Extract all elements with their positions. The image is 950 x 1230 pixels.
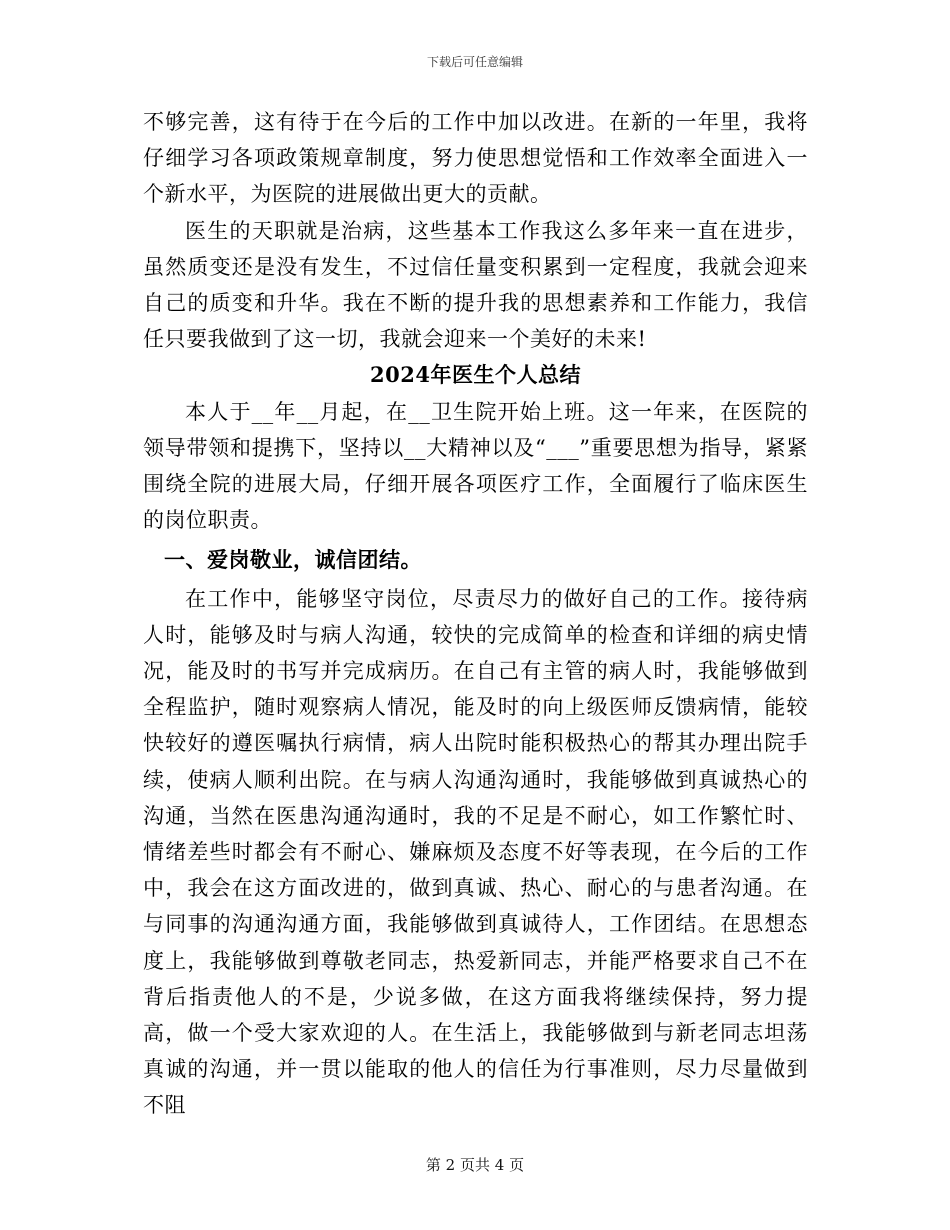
paragraph-doctor-duty: 医生的天职就是治病，这些基本工作我这么多年来一直在进步，虽然质变还是没有发生，不过信任量变积累到一定程度，我就会迎来自己的质变和升华。我在不断的提升我的思想素养和工作能力，我信任只要我做到了这一切，我就会迎来一个美好的未来!: [143, 218, 808, 352]
paragraph-continued: 不够完善，这有待于在今后的工作中加以改进。在新的一年里，我将仔细学习各项政策规章制度，努力使思想觉悟和工作效率全面进入一个新水平，为医院的进展做出更大的贡献。: [143, 110, 808, 207]
paragraph-work-details: 在工作中，能够坚守岗位，尽责尽力的做好自己的工作。接待病人时，能够及时与病人沟通，较快的完成简单的检查和详细的病史情况，能及时的书写并完成病历。在自己有主管的病人时，我能够做到全程监护，随时观察病人情况，能及时的向上级医师反馈病情，能较快较好的遵医嘱执行病情，病人出院时能积极热心的帮其办理出院手续，使病人顺利出院。在与病人沟通沟通时，我能够做到真诚热心的沟通，当然在医患沟通沟通时，我的不足是不耐心，如工作繁忙时、情绪差些时都会有不耐心、嫌麻烦及态度不好等表现，在今后的工作中，我会在这方面改进的，做到真诚、热心、耐心的与患者沟通。在与同事的沟通沟通方面，我能够做到真诚待人，工作团结。在思想态度上，我能够做到尊敬老同志，热爱新同志，并能严格要求自己不在背后指责他人的不是，少说多做，在这方面我将继续保持，努力提高，做一个受大家欢迎的人。在生活上，我能够做到与新老同志坦荡真诚的沟通，并一贯以能取的他人的信任为行事准则，尽力尽量做到不阻: [143, 586, 808, 1118]
section-heading-1: 一、爱岗敬业，诚信团结。: [164, 547, 422, 573]
header-note: 下载后可任意编辑: [426, 55, 523, 69]
document-body: [143, 104, 808, 1124]
page-number: 第 2 页共 4 页: [425, 1156, 525, 1174]
document-title: 2024年医生个人总结: [370, 362, 581, 388]
paragraph-intro: 本人于__年__月起，在__卫生院开始上班。这一年来，在医院的领导带领和提携下，坚持以__大精神以及“___”重要思想为指导，紧紧围绕全院的进展大局，仔细开展各项医疗工作，全面履行了临床医生的岗位职责。: [143, 399, 808, 533]
